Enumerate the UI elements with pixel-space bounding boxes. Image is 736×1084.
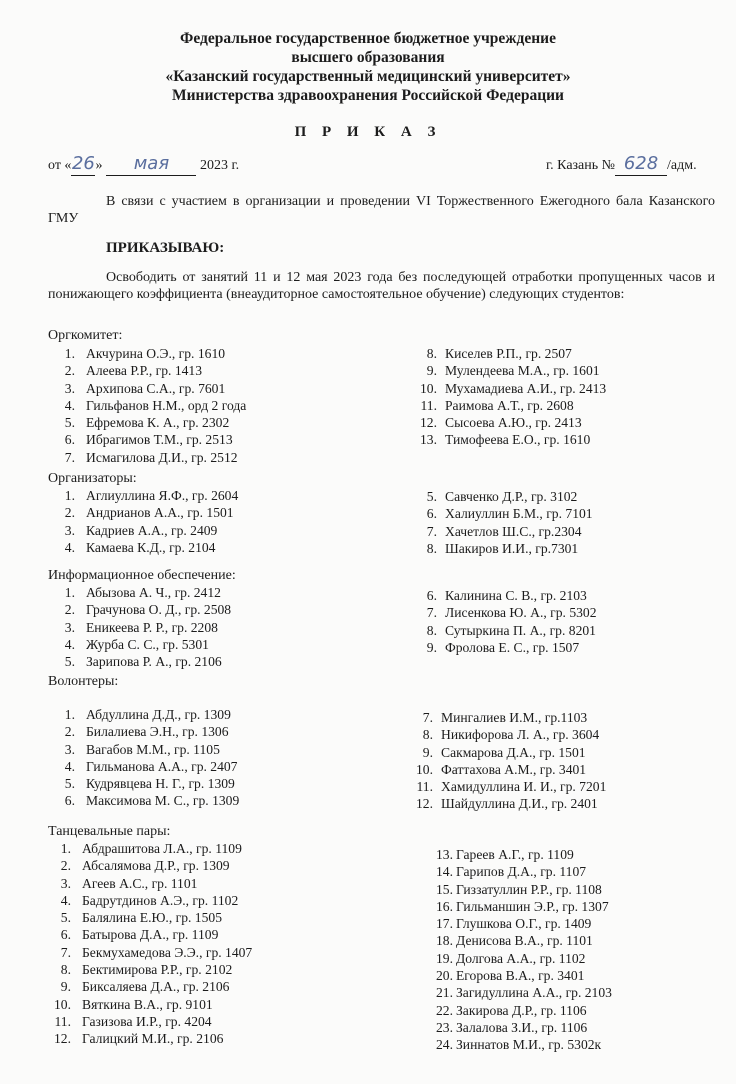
list-item: 12. Сысоева А.Ю., гр. 2413 (420, 415, 582, 431)
list-item: 4. Журба С. С., гр. 5301 (64, 636, 209, 652)
list-item: 9. Биксаляева Д.А., гр. 2106 (60, 979, 230, 995)
document-title: П Р И К А З (294, 124, 442, 140)
list-item: 3. Архипова С.А., гр. 7601 (64, 380, 226, 396)
list-item: 3. Вагабов М.М., гр. 1105 (64, 741, 220, 757)
list-item: 2. Абсалямова Д.Р., гр. 1309 (60, 858, 230, 874)
list-item: 3. Кадриев А.А., гр. 2409 (64, 522, 218, 538)
list-item: 9. Сакмарова Д.А., гр. 1501 (422, 744, 586, 760)
list-item: 10. Мухамадиева А.И., гр. 2413 (420, 380, 607, 396)
list-item: 7. Мингалиев И.М., гр.1103 (422, 710, 588, 725)
list-item: 19. Долгова А.А., гр. 1102 (436, 950, 586, 966)
list-item: 10. Фаттахова А.М., гр. 3401 (416, 761, 587, 777)
order-word: ПРИКАЗЫВАЮ: (106, 240, 225, 256)
list-item: 1. Аглиуллина Я.Ф., гр. 2604 (64, 488, 239, 503)
place-suffix: /адм. (667, 158, 697, 173)
list-item: 6. Калинина С. В., гр. 2103 (426, 588, 587, 603)
list-item: 14. Гарипов Д.А., гр. 1107 (436, 864, 587, 880)
order-date (48, 155, 239, 176)
list-item: 2. Грачунова О. Д., гр. 2508 (64, 602, 232, 618)
list-info-right (420, 587, 597, 656)
list-item: 17. Глушкова О.Г., гр. 1409 (436, 916, 592, 932)
order-place-number (546, 155, 697, 176)
list-item: 4. Гильманова А.А., гр. 2407 (64, 758, 238, 774)
list-item: 11. Раимова А.Т., гр. 2608 (420, 397, 574, 413)
list-item: 1. Абдрашитова Л.А., гр. 1109 (60, 841, 242, 856)
list-item: 6. Ибрагимов Т.М., гр. 2513 (64, 432, 233, 448)
list-item: 23. Залалова З.И., гр. 1106 (436, 1019, 588, 1035)
list-item: 6. Халиуллин Б.М., гр. 7101 (426, 506, 593, 522)
list-item: 3. Еникеева Р. Р., гр. 2208 (64, 619, 218, 635)
institution-line-1: Федеральное государственное бюджетное учреждение (180, 30, 556, 47)
list-item: 2. Алеева Р.Р., гр. 1413 (64, 363, 203, 379)
list-item: 5. Зарипова Р. А., гр. 2106 (64, 654, 222, 670)
list-orgcom-left (48, 345, 246, 466)
group-title-orgcom: Оргкомитет: (48, 328, 123, 343)
list-item: 12. Галицкий М.И., гр. 2106 (54, 1031, 224, 1047)
list-item: 6. Батырова Д.А., гр. 1109 (60, 927, 219, 943)
list-item: 4. Гильфанов Н.М., орд 2 года (64, 397, 247, 413)
intro-paragraph: В связи с участием в организации и проведении VI Торжественного Ежегодного бала Казанского ГМУ (48, 194, 715, 226)
list-info-left (48, 584, 231, 670)
institution-line-4: Министерства здравоохранения Российской Федерации (172, 87, 564, 104)
list-item: 8. Никифорова Л. А., гр. 3604 (422, 727, 600, 743)
list-item: 7. Бекмухамедова Э.Э., гр. 1407 (60, 944, 253, 960)
group-title-info: Информационное обеспечение: (48, 568, 236, 583)
list-item: 9. Фролова Е. С., гр. 1507 (426, 639, 580, 655)
list-item: 22. Закирова Д.Р., гр. 1106 (436, 1002, 587, 1018)
list-dance-right (436, 846, 612, 1054)
date-year: 2023 г. (199, 158, 240, 173)
list-item: 1. Абдуллина Д.Д., гр. 1309 (64, 707, 231, 722)
group-title-dance: Танцевальные пары: (48, 824, 171, 839)
list-item: 5. Балялина Е.Ю., гр. 1505 (60, 910, 222, 926)
list-item: 9. Мулендеева М.А., гр. 1601 (426, 363, 600, 379)
list-item: 11. Газизова И.Р., гр. 4204 (54, 1013, 212, 1029)
list-item: 16. Гильманшин Э.Р., гр. 1307 (436, 898, 609, 914)
place-text: г. Казань № (546, 158, 616, 173)
list-item: 2. Билалиева Э.Н., гр. 1306 (64, 724, 229, 740)
list-item: 24. Зиннатов М.И., гр. 5302к (436, 1037, 602, 1053)
date-mid: » (95, 158, 103, 173)
body-paragraph: Освободить от занятий 11 и 12 мая 2023 года без последующей отработки пропущенных часов и понижающего коэффициента (внеаудиторное самостоятельное обучение) следующих студентов: (48, 270, 715, 302)
list-item: 7. Исмагилова Д.И., гр. 2512 (64, 449, 238, 465)
list-item: 8. Шакиров И.И., гр.7301 (426, 540, 579, 556)
list-item: 21. Загидуллина А.А., гр. 2103 (436, 985, 612, 1001)
list-item: 8. Бектимирова Р.Р., гр. 2102 (60, 962, 233, 978)
list-item: 13. Гареев А.Г., гр. 1109 (436, 847, 574, 862)
group-title-volunteers: Волонтеры: (48, 674, 119, 689)
list-organizers-left (48, 487, 238, 556)
list-item: 20. Егорова В.А., гр. 3401 (436, 968, 585, 984)
list-item: 1. Абызова А. Ч., гр. 2412 (64, 585, 221, 600)
list-item: 4. Камаева К.Д., гр. 2104 (64, 539, 216, 555)
list-item: 8. Сутыркина П. А., гр. 8201 (426, 622, 596, 638)
list-item: 12. Шайдуллина Д.И., гр. 2401 (416, 796, 598, 812)
list-item: 5. Ефремова К. А., гр. 2302 (64, 415, 230, 431)
list-item: 5. Савченко Д.Р., гр. 3102 (426, 489, 578, 504)
date-prefix: от « (48, 158, 72, 173)
list-volunteers-right (416, 709, 606, 813)
list-orgcom-right (420, 345, 606, 449)
list-item: 2. Андрианов А.А., гр. 1501 (64, 505, 234, 521)
list-volunteers-left (48, 706, 239, 810)
list-organizers-right (420, 488, 593, 557)
list-item: 3. Агеев А.С., гр. 1101 (60, 875, 198, 891)
list-item: 15. Гиззатуллин Р.Р., гр. 1108 (436, 881, 602, 897)
list-item: 4. Бадрутдинов А.Э., гр. 1102 (60, 892, 239, 908)
list-item: 8. Киселев Р.П., гр. 2507 (426, 346, 572, 361)
order-number: 628 (623, 153, 659, 174)
list-item: 7. Хачетлов Ш.С., гр.2304 (426, 523, 582, 539)
list-item: 10. Вяткина В.А., гр. 9101 (54, 996, 213, 1012)
list-item: 6. Максимова М. С., гр. 1309 (64, 793, 240, 809)
list-item: 18. Денисова В.А., гр. 1101 (436, 933, 593, 949)
date-day: 26 (71, 153, 95, 174)
group-title-organizers: Организаторы: (48, 471, 137, 486)
list-item: 11. Хамидуллина И. И., гр. 7201 (416, 779, 607, 795)
institution-line-2: высшего образования (291, 49, 445, 66)
list-item: 7. Лисенкова Ю. А., гр. 5302 (426, 605, 597, 621)
list-item: 13. Тимофеева Е.О., гр. 1610 (420, 432, 591, 448)
date-month: мая (133, 153, 170, 174)
list-item: 1. Акчурина О.Э., гр. 1610 (64, 346, 226, 361)
institution-line-3: «Казанский государственный медицинский университет» (165, 68, 571, 85)
list-dance-left (44, 840, 252, 1048)
list-item: 5. Кудрявцева Н. Г., гр. 1309 (64, 776, 235, 792)
